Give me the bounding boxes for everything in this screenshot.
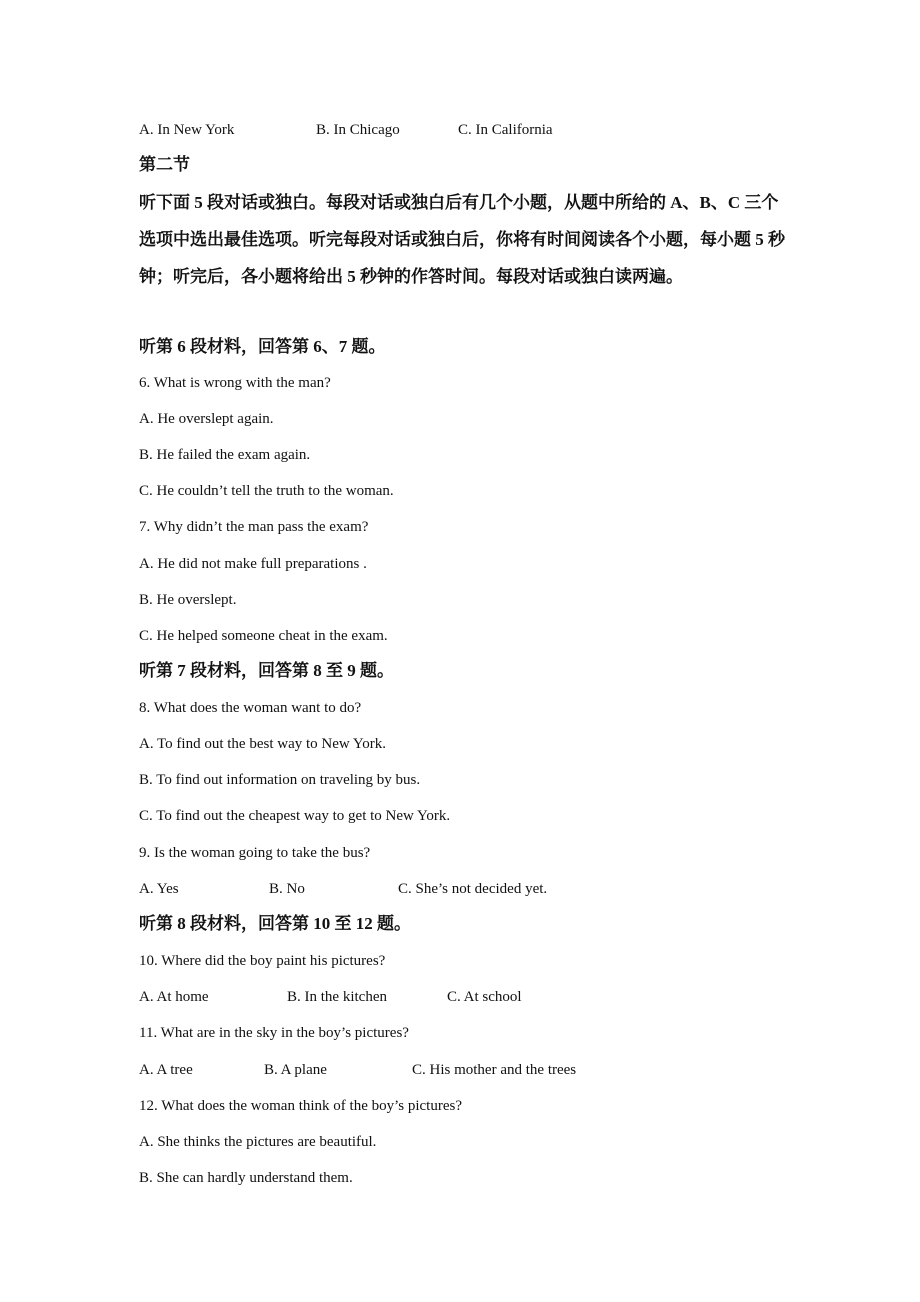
q10-stem: 10. Where did the boy paint his pictures? bbox=[139, 953, 386, 969]
q8-option-a: A. To find out the best way to New York. bbox=[139, 736, 386, 752]
q5-option-c: C. In California bbox=[458, 122, 553, 138]
q9-option-c: C. She’s not decided yet. bbox=[398, 881, 548, 897]
q7-option-b: B. He overslept. bbox=[139, 592, 237, 608]
section-instructions: 听下面 5 段对话或独白。每段对话或独白后有几个小题，从题中所给的 A、B、C 三个选项中选出最佳选项。听完每段对话或独白后，你将有时间阅读各个小题，每小题 5 秒钟；听完后，各小题将给出 5 秒钟的作答时间。每段对话或独白读两遍。 bbox=[139, 193, 785, 286]
q6-stem: 6. What is wrong with the man? bbox=[139, 375, 331, 391]
group8-heading: 听第 8 段材料，回答第 10 至 12 题。 bbox=[139, 914, 411, 933]
group7-heading: 听第 7 段材料，回答第 8 至 9 题。 bbox=[139, 661, 394, 680]
q6-option-a: A. He overslept again. bbox=[139, 411, 274, 427]
q7-option-c: C. He helped someone cheat in the exam. bbox=[139, 628, 388, 644]
q8-option-c: C. To find out the cheapest way to get to New York. bbox=[139, 808, 451, 824]
q9-stem: 9. Is the woman going to take the bus? bbox=[139, 845, 371, 861]
q10-option-a: A. At home bbox=[139, 989, 209, 1005]
q5-option-a: A. In New York bbox=[139, 122, 235, 138]
q5-option-b: B. In Chicago bbox=[316, 122, 400, 138]
q12-stem: 12. What does the woman think of the boy’s pictures? bbox=[139, 1098, 462, 1114]
q6-option-c: C. He couldn’t tell the truth to the woman. bbox=[139, 483, 394, 499]
q9-option-a: A. Yes bbox=[139, 881, 179, 897]
section-title: 第二节 bbox=[139, 155, 190, 174]
q12-option-a: A. She thinks the pictures are beautiful. bbox=[139, 1134, 377, 1150]
q10-option-c: C. At school bbox=[447, 989, 522, 1005]
q7-stem: 7. Why didn’t the man pass the exam? bbox=[139, 519, 369, 535]
q9-option-b: B. No bbox=[269, 881, 305, 897]
q6-option-b: B. He failed the exam again. bbox=[139, 447, 311, 463]
q11-option-b: B. A plane bbox=[264, 1062, 327, 1078]
q8-stem: 8. What does the woman want to do? bbox=[139, 700, 362, 716]
q7-option-a: A. He did not make full preparations . bbox=[139, 556, 367, 572]
q8-option-b: B. To find out information on traveling by bus. bbox=[139, 772, 421, 788]
q12-option-b: B. She can hardly understand them. bbox=[139, 1170, 353, 1186]
group6-heading: 听第 6 段材料，回答第 6、7 题。 bbox=[139, 337, 386, 356]
q10-option-b: B. In the kitchen bbox=[287, 989, 387, 1005]
q11-option-c: C. His mother and the trees bbox=[412, 1062, 577, 1078]
q11-option-a: A. A tree bbox=[139, 1062, 193, 1078]
q11-stem: 11. What are in the sky in the boy’s pictures? bbox=[139, 1025, 409, 1041]
